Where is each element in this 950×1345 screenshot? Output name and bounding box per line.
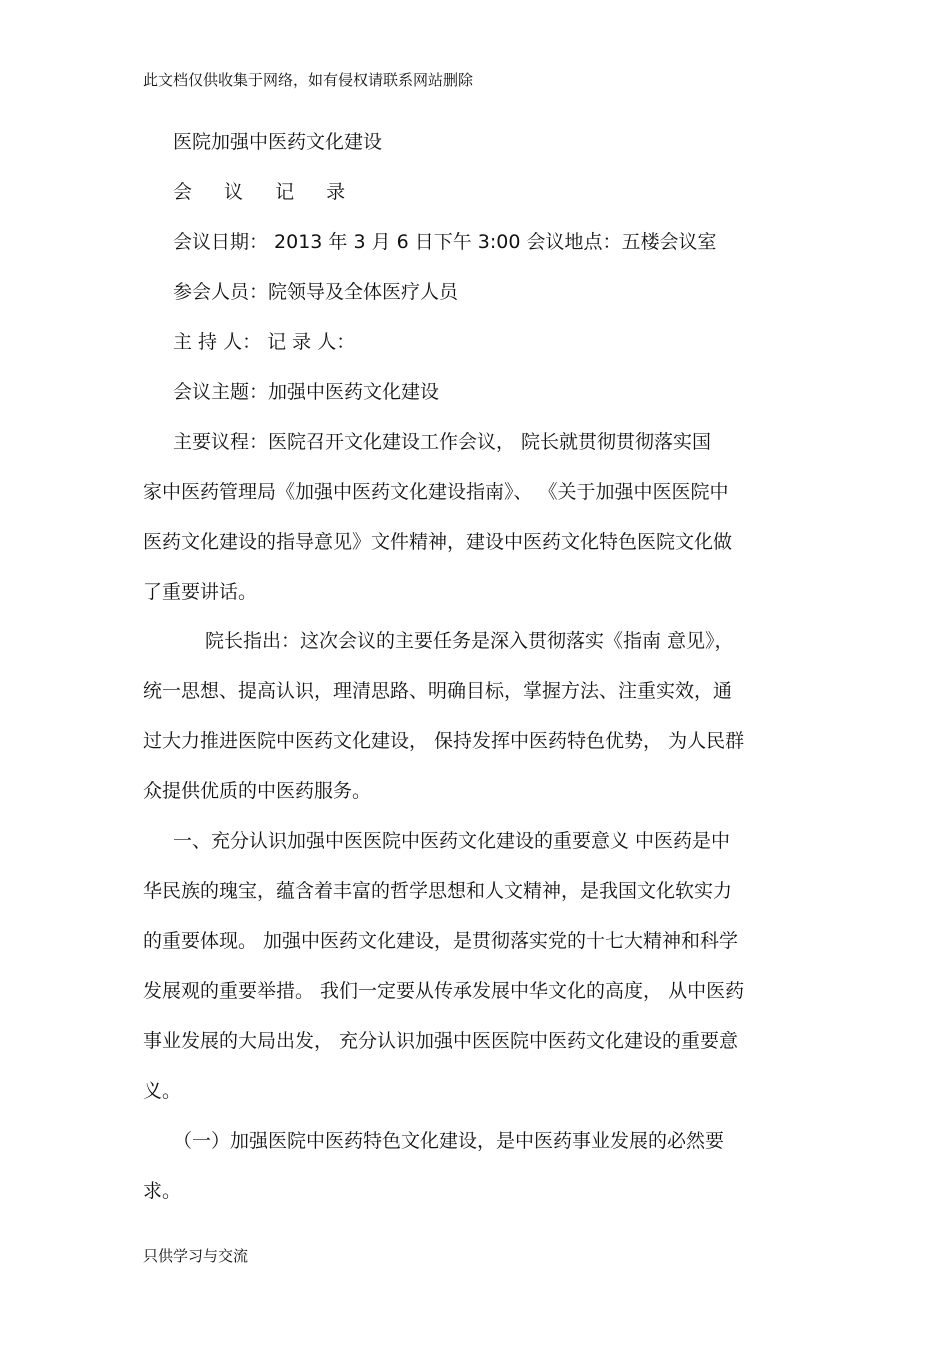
director-line: 统一思想、提高认识，理清思路、明确目标，掌握方法、注重实效，通 [143, 680, 733, 702]
header-disclaimer: 此文档仅供收集于网络，如有侵权请联系网站删除 [143, 71, 474, 89]
meeting-topic: 会议主题：加强中医药文化建设 [173, 381, 440, 403]
section1-line: 事业发展的大局出发， 充分认识加强中医医院中医药文化建设的重要意 [143, 1030, 739, 1052]
agenda-line: 家中医药管理局《加强中医药文化建设指南》、 《关于加强中医医院中 [143, 481, 729, 503]
host-recorder: 主 持 人： 记 录 人： [173, 331, 356, 353]
agenda-line: 了重要讲话。 [143, 581, 258, 603]
document-subtitle: 会 议 记 录 [173, 181, 359, 203]
attendees: 参会人员：院领导及全体医疗人员 [173, 281, 459, 303]
director-line: 院长指出：这次会议的主要任务是深入贯彻落实《指南 意见》， [205, 630, 734, 652]
section1-line: 义。 [143, 1080, 182, 1102]
subsection1-line: （一）加强医院中医药特色文化建设，是中医药事业发展的必然要 [173, 1130, 725, 1152]
meeting-info: 会议日期： 2013 年 3 月 6 日下午 3:00 会议地点：五楼会议室 [173, 231, 717, 253]
footer-note: 只供学习与交流 [143, 1247, 249, 1265]
document-title: 医院加强中医药文化建设 [173, 131, 383, 153]
section1-line: 的重要体现。 加强中医药文化建设，是贯彻落实党的十七大精神和科学 [143, 930, 739, 952]
agenda-line: 医药文化建设的指导意见》文件精神，建设中医药文化特色医院文化做 [143, 531, 733, 553]
section1-line: 发展观的重要举措。 我们一定要从传承发展中华文化的高度， 从中医药 [143, 980, 745, 1002]
subsection1-line: 求。 [143, 1180, 182, 1202]
section1-line: 华民族的瑰宝，蕴含着丰富的哲学思想和人文精神，是我国文化软实力 [143, 880, 733, 902]
director-line: 过大力推进医院中医药文化建设， 保持发挥中医药特色优势， 为人民群 [143, 730, 745, 752]
agenda-line: 主要议程：医院召开文化建设工作会议， 院长就贯彻贯彻落实国 [173, 431, 712, 453]
section1-line: 一、充分认识加强中医医院中医药文化建设的重要意义 中医药是中 [173, 830, 731, 852]
director-line: 众提供优质的中医药服务。 [143, 780, 372, 802]
